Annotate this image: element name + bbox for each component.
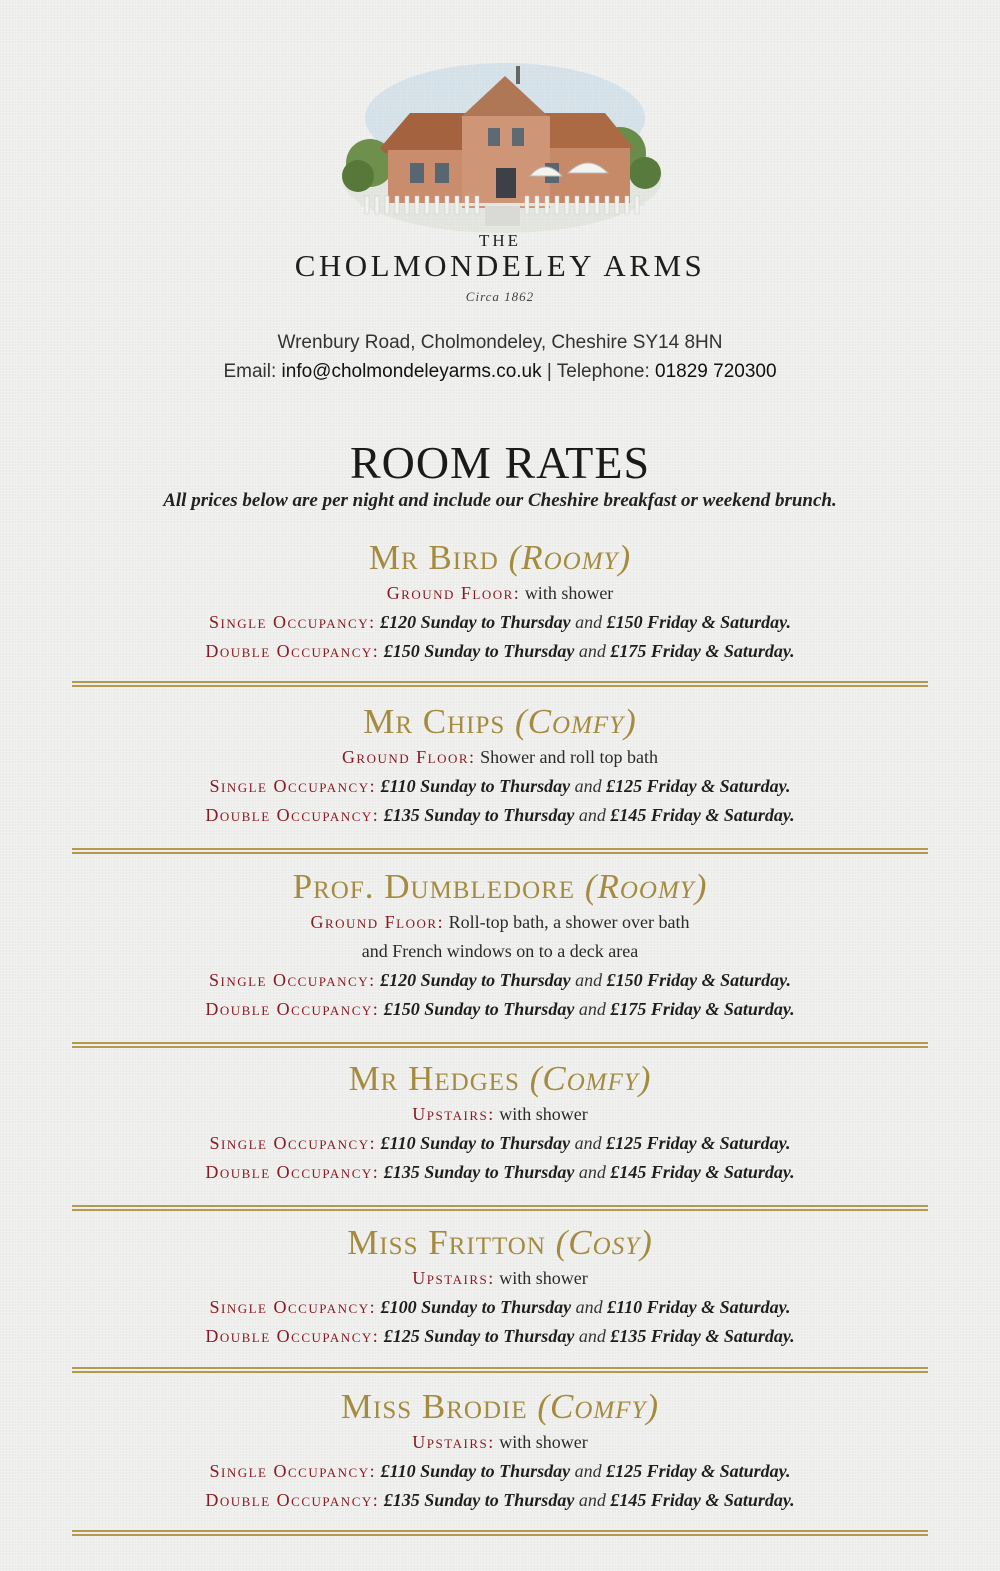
single-occupancy-rate: Single Occupancy: £110 Sunday to Thursday and £125 Friday & Saturday. (209, 1133, 791, 1153)
room-name: Miss Brodie (Comfy) (340, 1387, 660, 1426)
room-features: Upstairs: with shower (412, 1432, 588, 1452)
double-occupancy-rate: Double Occupancy: £150 Sunday to Thursday and £175 Friday & Saturday. (205, 641, 795, 661)
single-occupancy-rate: Single Occupancy: £100 Sunday to Thursday and £110 Friday & Saturday. (209, 1297, 791, 1317)
contact-separator: | (546, 361, 552, 382)
email-link[interactable]: info@cholmondeleyarms.co.uk (281, 361, 542, 382)
phone-number[interactable]: 01829 720300 (655, 361, 777, 382)
room-name: Prof. Dumbledore (Roomy) (292, 867, 708, 906)
room-name: Mr Bird (Roomy) (368, 538, 632, 577)
room-features: Ground Floor: Shower and roll top bath (341, 747, 659, 767)
section-divider (72, 848, 928, 854)
page-title: ROOM RATES (349, 437, 651, 488)
section-divider (72, 1205, 928, 1211)
section-divider (72, 1530, 928, 1536)
double-occupancy-rate: Double Occupancy: £125 Sunday to Thursday and £135 Friday & Saturday. (205, 1326, 795, 1346)
address: Wrenbury Road, Cholmondeley, Cheshire SY14 8HN (277, 332, 723, 353)
email-label: Email: (223, 361, 277, 382)
section-divider (72, 1042, 928, 1048)
double-occupancy-rate: Double Occupancy: £135 Sunday to Thursday and £145 Friday & Saturday. (205, 1162, 795, 1182)
room-card (0, 537, 1000, 666)
page-subtitle: All prices below are per night and include our Cheshire breakfast or weekend brunch. (163, 490, 837, 511)
room-card (0, 866, 1000, 1024)
room-features: Upstairs: with shower (412, 1104, 588, 1124)
section-divider (72, 1367, 928, 1373)
brand-name: CHOLMONDELEY ARMS (294, 248, 706, 283)
contact-line (0, 361, 1000, 383)
phone-label: Telephone: (556, 361, 650, 382)
pub-illustration (340, 58, 665, 233)
single-occupancy-rate: Single Occupancy: £120 Sunday to Thursday and £150 Friday & Saturday. (208, 612, 791, 632)
single-occupancy-rate: Single Occupancy: £110 Sunday to Thursday and £125 Friday & Saturday. (209, 776, 791, 796)
room-features: Upstairs: with shower (412, 1268, 588, 1288)
room-name: Mr Chips (Comfy) (363, 702, 637, 741)
room-card (0, 1058, 1000, 1187)
room-card (0, 701, 1000, 830)
room-features: Ground Floor: Roll-top bath, a shower over bath (310, 912, 690, 932)
room-features: Ground Floor: with shower (386, 583, 614, 603)
room-card (0, 1386, 1000, 1515)
brand-article: THE (478, 231, 522, 250)
room-features-continued: and French windows on to a deck area (361, 941, 639, 961)
double-occupancy-rate: Double Occupancy: £135 Sunday to Thursday and £145 Friday & Saturday. (205, 1490, 795, 1510)
single-occupancy-rate: Single Occupancy: £120 Sunday to Thursday and £150 Friday & Saturday. (208, 970, 791, 990)
double-occupancy-rate: Double Occupancy: £135 Sunday to Thursday and £145 Friday & Saturday. (205, 805, 795, 825)
room-name: Mr Hedges (Comfy) (348, 1059, 652, 1098)
double-occupancy-rate: Double Occupancy: £150 Sunday to Thursday and £175 Friday & Saturday. (205, 999, 795, 1019)
room-card (0, 1222, 1000, 1351)
section-divider (72, 681, 928, 687)
single-occupancy-rate: Single Occupancy: £110 Sunday to Thursday and £125 Friday & Saturday. (209, 1461, 791, 1481)
room-name: Miss Fritton (Cosy) (347, 1223, 653, 1262)
brand-circa: Circa 1862 (465, 289, 535, 304)
